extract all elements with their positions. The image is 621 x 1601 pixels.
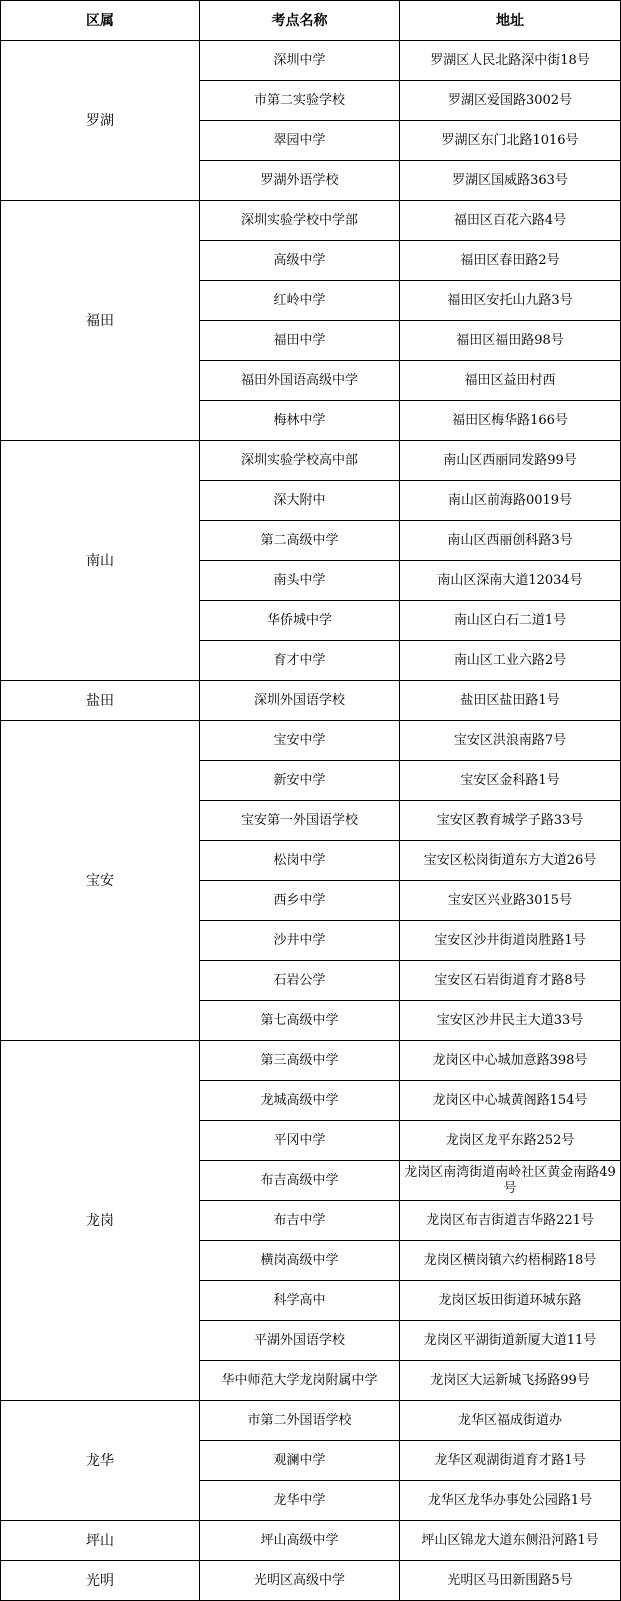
site-name-cell: 布吉高级中学 [200,1161,400,1201]
address-cell: 罗湖区爱国路3002号 [400,81,621,121]
address-cell: 龙华区观湖街道育才路1号 [400,1441,621,1481]
site-name-cell: 西乡中学 [200,881,400,921]
address-cell: 宝安区沙井民主大道33号 [400,1001,621,1041]
site-name-cell: 梅林中学 [200,401,400,441]
table-row [1,1041,621,1081]
address-cell: 宝安区兴业路3015号 [400,881,621,921]
address-cell: 福田区益田村西 [400,361,621,401]
address-cell: 龙岗区横岗镇六约梧桐路18号 [400,1241,621,1281]
address-cell: 罗湖区人民北路深中街18号 [400,41,621,81]
address-cell: 福田区百花六路4号 [400,201,621,241]
address-cell: 龙岗区布吉街道吉华路221号 [400,1201,621,1241]
district-cell: 宝安 [1,721,200,1041]
address-cell: 福田区福田路98号 [400,321,621,361]
address-cell: 宝安区教育城学子路33号 [400,801,621,841]
site-name-cell: 沙井中学 [200,921,400,961]
site-name-cell: 新安中学 [200,761,400,801]
site-name-cell: 深圳外国语学校 [200,681,400,721]
site-name-cell: 深圳实验学校高中部 [200,441,400,481]
address-cell: 龙岗区大运新城飞扬路99号 [400,1361,621,1401]
address-cell: 龙岗区中心城加意路398号 [400,1041,621,1081]
address-cell: 南山区工业六路2号 [400,641,621,681]
site-name-cell: 华中师范大学龙岗附属中学 [200,1361,400,1401]
address-cell: 宝安区洪浪南路7号 [400,721,621,761]
site-name-cell: 高级中学 [200,241,400,281]
table-row [1,1401,621,1441]
site-name-cell: 松岗中学 [200,841,400,881]
site-name-cell: 科学高中 [200,1281,400,1321]
address-cell: 龙华区福成街道办 [400,1401,621,1441]
address-cell: 光明区马田新围路5号 [400,1561,621,1601]
site-name-cell: 深大附中 [200,481,400,521]
site-name-cell: 平湖外国语学校 [200,1321,400,1361]
site-name-cell: 龙华中学 [200,1481,400,1521]
address-cell: 南山区西丽同发路99号 [400,441,621,481]
site-name-cell: 平冈中学 [200,1121,400,1161]
table-row [1,1521,621,1561]
address-cell: 龙岗区南湾街道南岭社区黄金南路49号 [400,1161,621,1201]
site-name-cell: 深圳中学 [200,41,400,81]
site-name-cell: 市第二外国语学校 [200,1401,400,1441]
site-name-cell: 坪山高级中学 [200,1521,400,1561]
site-name-cell: 横岗高级中学 [200,1241,400,1281]
table-row [1,201,621,241]
address-cell: 宝安区金科路1号 [400,761,621,801]
site-name-cell: 石岩公学 [200,961,400,1001]
address-cell: 福田区春田路2号 [400,241,621,281]
table-row [1,441,621,481]
address-cell: 龙岗区平湖街道新厦大道11号 [400,1321,621,1361]
site-name-cell: 南头中学 [200,561,400,601]
site-name-cell: 罗湖外语学校 [200,161,400,201]
address-cell: 龙岗区中心城黄阁路154号 [400,1081,621,1121]
site-name-cell: 布吉中学 [200,1201,400,1241]
site-name-cell: 翠园中学 [200,121,400,161]
address-cell: 罗湖区东门北路1016号 [400,121,621,161]
address-cell: 罗湖区国威路363号 [400,161,621,201]
header-address: 地址 [400,1,621,41]
site-name-cell: 深圳实验学校中学部 [200,201,400,241]
address-cell: 南山区白石二道1号 [400,601,621,641]
address-cell: 福田区安托山九路3号 [400,281,621,321]
district-cell: 盐田 [1,681,200,721]
site-name-cell: 观澜中学 [200,1441,400,1481]
site-name-cell: 光明区高级中学 [200,1561,400,1601]
address-cell: 盐田区盐田路1号 [400,681,621,721]
address-cell: 宝安区石岩街道育才路8号 [400,961,621,1001]
table-body [1,41,621,1601]
address-cell: 龙华区龙华办事处公园路1号 [400,1481,621,1521]
site-name-cell: 华侨城中学 [200,601,400,641]
site-name-cell: 福田中学 [200,321,400,361]
site-name-cell: 育才中学 [200,641,400,681]
address-cell: 福田区梅华路166号 [400,401,621,441]
address-cell: 龙岗区龙平东路252号 [400,1121,621,1161]
site-name-cell: 第二高级中学 [200,521,400,561]
header-site-name: 考点名称 [200,1,400,41]
district-cell: 罗湖 [1,41,200,201]
address-cell: 南山区前海路0019号 [400,481,621,521]
site-name-cell: 第七高级中学 [200,1001,400,1041]
site-name-cell: 第三高级中学 [200,1041,400,1081]
site-name-cell: 宝安第一外国语学校 [200,801,400,841]
site-name-cell: 市第二实验学校 [200,81,400,121]
table-row [1,721,621,761]
site-name-cell: 红岭中学 [200,281,400,321]
district-cell: 龙华 [1,1401,200,1521]
address-cell: 龙岗区坂田街道环城东路 [400,1281,621,1321]
district-cell: 坪山 [1,1521,200,1561]
address-cell: 宝安区松岗街道东方大道26号 [400,841,621,881]
table-header-row [1,1,621,41]
header-district: 区属 [1,1,200,41]
site-name-cell: 宝安中学 [200,721,400,761]
address-cell: 南山区深南大道12034号 [400,561,621,601]
site-name-cell: 福田外国语高级中学 [200,361,400,401]
district-cell: 南山 [1,441,200,681]
table-row [1,681,621,721]
table-row [1,41,621,81]
table-row [1,1561,621,1601]
address-cell: 坪山区锦龙大道东侧沿河路1号 [400,1521,621,1561]
site-name-cell: 龙城高级中学 [200,1081,400,1121]
district-cell: 福田 [1,201,200,441]
district-cell: 光明 [1,1561,200,1601]
address-cell: 宝安区沙井街道岗胜路1号 [400,921,621,961]
district-cell: 龙岗 [1,1041,200,1401]
address-cell: 南山区西丽创科路3号 [400,521,621,561]
